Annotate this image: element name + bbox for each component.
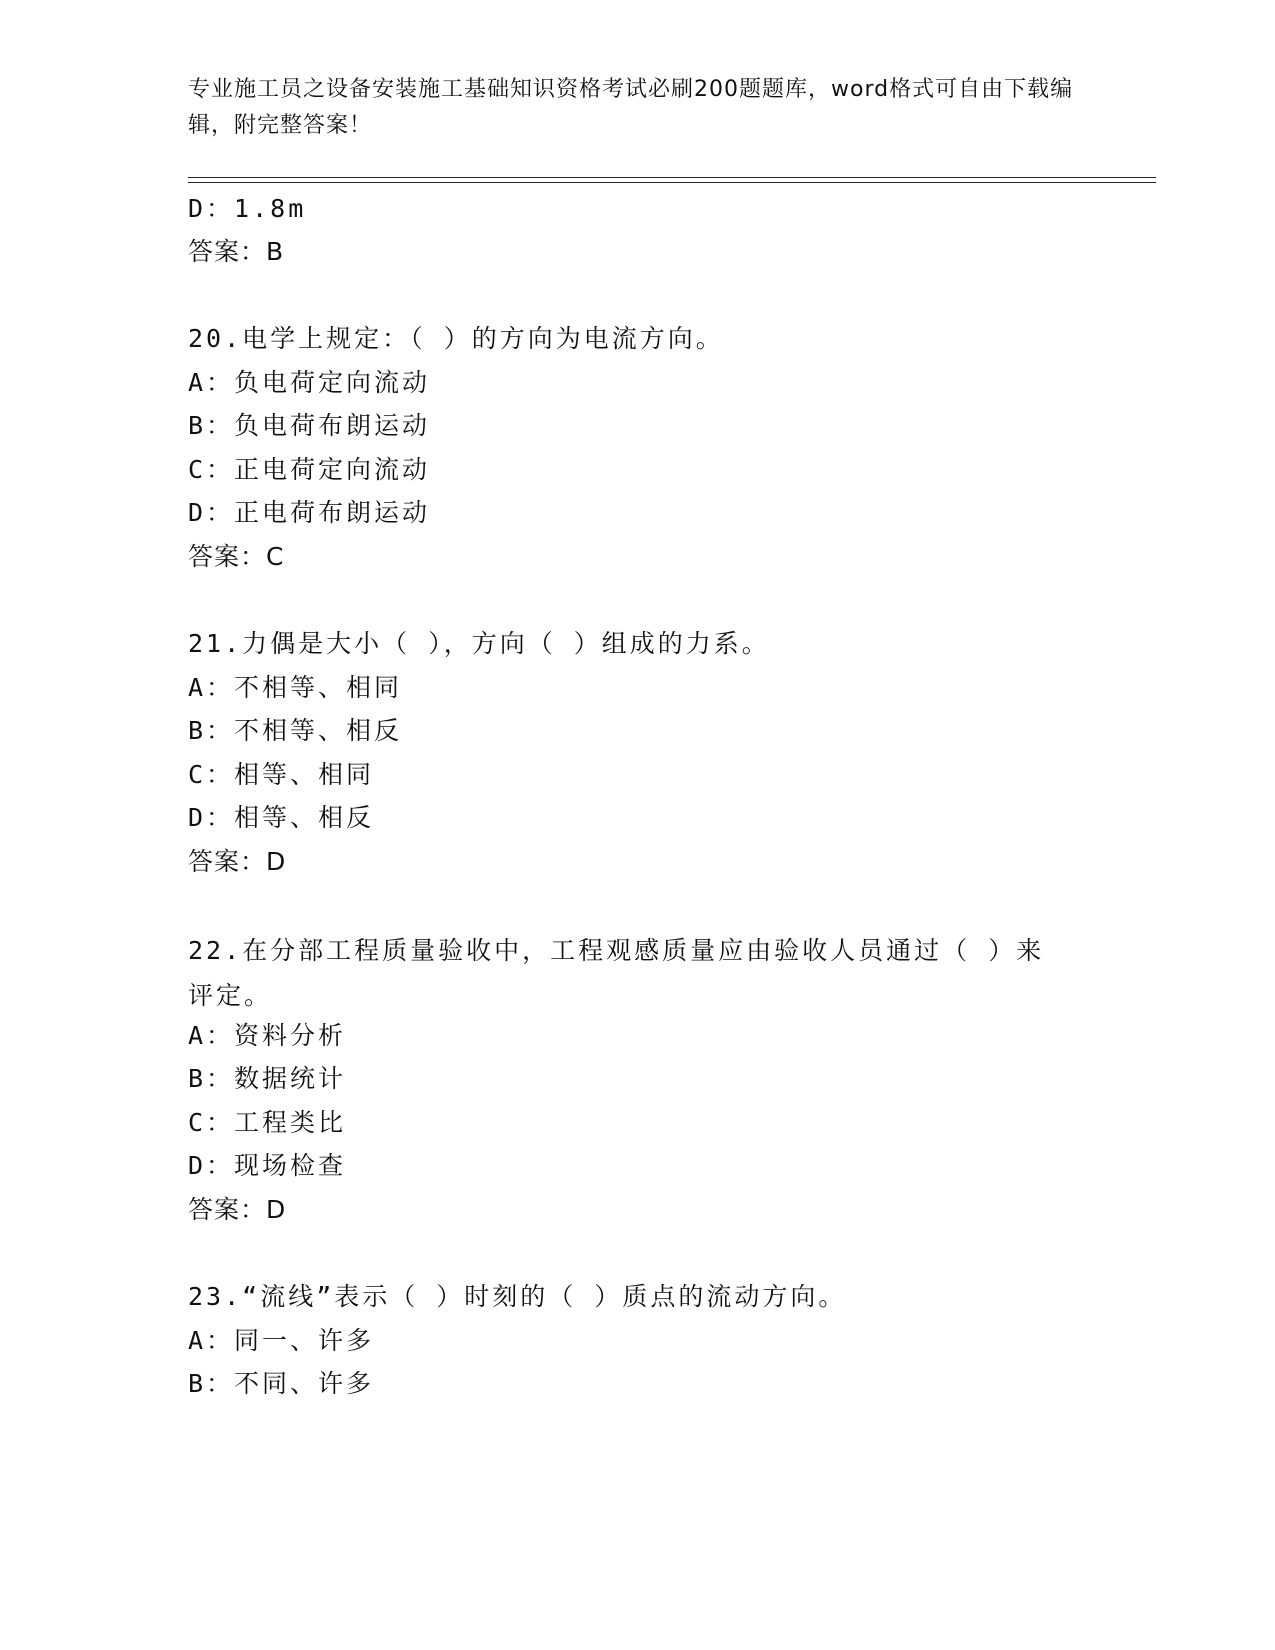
question-22: 22.在分部工程质量验收中，工程观感质量应由验收人员通过（ ）来评定。 <box>188 936 1045 1010</box>
option-b: B：不相等、相反 <box>188 716 403 745</box>
option-c: C：相等、相同 <box>188 760 375 789</box>
option-a: A：不相等、相同 <box>188 673 403 702</box>
option-d: D：现场检查 <box>188 1151 347 1180</box>
option-a: A：资料分析 <box>188 1021 347 1050</box>
header-divider-top <box>188 177 1156 178</box>
document-header: 专业施工员之设备安装施工基础知识资格考试必刷200题题库，word格式可自由下载编辑，附完整答案！ <box>188 77 1074 138</box>
option-b: B：数据统计 <box>188 1064 347 1093</box>
option-b: B：负电荷布朗运动 <box>188 411 431 440</box>
header-divider-bottom <box>188 182 1156 183</box>
answer-line: 答案：C <box>188 542 285 571</box>
option-c: C：正电荷定向流动 <box>188 455 431 484</box>
option-d: D：相等、相反 <box>188 803 375 832</box>
answer-line: 答案：B <box>188 237 285 266</box>
option-c: C：工程类比 <box>188 1108 347 1137</box>
option-b: B：不同、许多 <box>188 1369 375 1398</box>
answer-line: 答案：D <box>188 1195 287 1224</box>
answer-line: 答案：D <box>188 847 287 876</box>
question-20: 20.电学上规定：（ ）的方向为电流方向。 <box>188 324 724 353</box>
question-23: 23.“流线”表示（ ）时刻的（ ）质点的流动方向。 <box>188 1282 847 1311</box>
question-21: 21.力偶是大小（ ），方向（ ）组成的力系。 <box>188 629 770 658</box>
option-d: D：1.8m <box>188 194 307 223</box>
option-a: A：负电荷定向流动 <box>188 368 431 397</box>
option-d: D：正电荷布朗运动 <box>188 498 431 527</box>
option-a: A：同一、许多 <box>188 1326 375 1355</box>
